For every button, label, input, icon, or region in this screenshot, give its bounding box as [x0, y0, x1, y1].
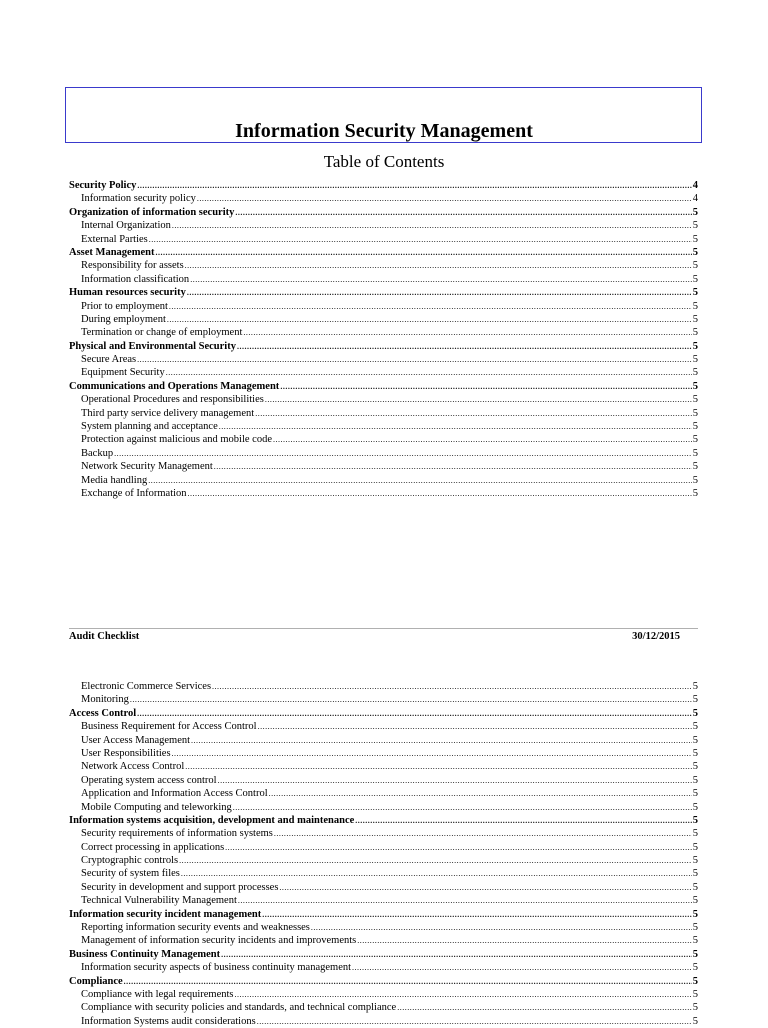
toc-subsection-link[interactable] — [69, 894, 698, 907]
toc-leader-dots — [238, 894, 692, 907]
toc-page-number: 5 — [692, 1002, 698, 1014]
toc-subsection-link[interactable] — [69, 353, 698, 366]
toc-entry-title: Third party service delivery management — [81, 407, 255, 419]
toc-subsection-link[interactable] — [69, 393, 698, 406]
toc-entry-title: Information security aspects of business continuity management — [81, 962, 352, 974]
toc-page-number: 5 — [692, 461, 698, 473]
toc-entry-title: Protection against malicious and mobile code — [81, 434, 272, 446]
toc-section-link[interactable] — [69, 908, 698, 921]
toc-page-number: 5 — [692, 681, 698, 692]
toc-entry-title: Network Access Control — [81, 761, 185, 773]
toc-section-link[interactable] — [69, 380, 698, 393]
toc-subsection-link[interactable] — [69, 447, 698, 460]
toc-list-page1 — [69, 179, 698, 500]
toc-subsection-link[interactable] — [69, 433, 698, 446]
toc-leader-dots — [255, 407, 692, 420]
toc-subsection-link[interactable] — [69, 219, 698, 232]
toc-entry-title: Compliance — [69, 975, 123, 987]
toc-entry-title: Network Security Management — [81, 461, 213, 473]
toc-subsection-link[interactable] — [69, 854, 698, 867]
toc-leader-dots — [148, 474, 692, 487]
toc-page-number: 5 — [692, 948, 698, 960]
toc-page-number: 5 — [692, 394, 698, 406]
toc-subsection-link[interactable] — [69, 192, 698, 205]
toc-subsection-link[interactable] — [69, 1001, 698, 1014]
toc-subsection-link[interactable] — [69, 300, 698, 313]
toc-entry-title: Security Policy — [69, 180, 137, 191]
toc-subsection-link[interactable] — [69, 760, 698, 773]
toc-subsection-link[interactable] — [69, 988, 698, 1001]
toc-leader-dots — [114, 447, 692, 460]
toc-subsection-link[interactable] — [69, 921, 698, 934]
toc-page-number: 5 — [692, 487, 698, 499]
toc-page-number: 4 — [692, 180, 698, 191]
toc-entry-title: Management of information security incidents and improvements — [81, 935, 357, 947]
toc-entry-title: Electronic Commerce Services — [81, 681, 212, 692]
toc-leader-dots — [137, 179, 691, 192]
toc-leader-dots — [233, 801, 692, 814]
toc-page-number: 5 — [692, 246, 698, 258]
toc-leader-dots — [225, 841, 692, 854]
toc-entry-title: Operational Procedures and responsibilities — [81, 394, 264, 406]
toc-page-number: 5 — [692, 220, 698, 232]
toc-page-number: 5 — [692, 707, 698, 719]
toc-leader-dots — [262, 908, 692, 921]
toc-leader-dots — [188, 487, 692, 500]
toc-subsection-link[interactable] — [69, 774, 698, 787]
toc-subsection-link[interactable] — [69, 460, 698, 473]
footer-label: Audit Checklist — [69, 631, 140, 642]
toc-section-link[interactable] — [69, 340, 698, 353]
toc-leader-dots — [155, 246, 691, 259]
toc-subsection-link[interactable] — [69, 827, 698, 840]
toc-subsection-link[interactable] — [69, 693, 698, 706]
toc-page-number: 5 — [692, 922, 698, 934]
toc-entry-title: External Parties — [81, 233, 148, 245]
toc-subsection-link[interactable] — [69, 273, 698, 286]
toc-subsection-link[interactable] — [69, 680, 698, 693]
toc-leader-dots — [149, 233, 692, 246]
toc-page-number: 5 — [692, 407, 698, 419]
toc-entry-title: Correct processing in applications — [81, 841, 225, 853]
toc-entry-title: Compliance with security policies and standards, and technical compliance — [81, 1002, 397, 1014]
toc-subsection-link[interactable] — [69, 487, 698, 500]
toc-entry-title: Organization of information security — [69, 206, 235, 218]
toc-leader-dots — [179, 854, 692, 867]
toc-leader-dots — [218, 774, 692, 787]
toc-leader-dots — [311, 921, 692, 934]
toc-entry-title: Internal Organization — [81, 220, 171, 232]
toc-entry-title: Cryptographic controls — [81, 855, 179, 867]
toc-subsection-link[interactable] — [69, 233, 698, 246]
toc-leader-dots — [269, 787, 692, 800]
toc-entry-title: Equipment Security — [81, 367, 165, 379]
toc-leader-dots — [357, 934, 691, 947]
toc-page-number: 5 — [692, 340, 698, 352]
toc-subsection-link[interactable] — [69, 734, 698, 747]
toc-page-number: 5 — [692, 327, 698, 339]
toc-page-number: 5 — [692, 1015, 698, 1027]
toc-leader-dots — [280, 380, 691, 393]
toc-page-number: 5 — [692, 828, 698, 840]
toc-page-number: 5 — [692, 908, 698, 920]
footer-date: 30/12/2015 — [632, 631, 680, 642]
toc-page-number: 5 — [692, 935, 698, 947]
toc-leader-dots — [172, 747, 692, 760]
toc-leader-dots — [137, 707, 692, 720]
toc-leader-dots — [212, 680, 692, 693]
toc-page-number: 5 — [692, 734, 698, 746]
toc-leader-dots — [355, 814, 691, 827]
toc-leader-dots — [197, 192, 692, 205]
toc-subsection-link[interactable] — [69, 420, 698, 433]
toc-page-number: 5 — [692, 367, 698, 379]
toc-entry-title: Information classification — [81, 273, 190, 285]
toc-entry-title: Communications and Operations Management — [69, 380, 280, 392]
toc-leader-dots — [185, 760, 692, 773]
toc-leader-dots — [190, 273, 692, 286]
toc-subsection-link[interactable] — [69, 787, 698, 800]
toc-leader-dots — [352, 961, 692, 974]
toc-entry-title: User Access Management — [81, 734, 191, 746]
toc-leader-dots — [169, 300, 692, 313]
toc-page-number: 5 — [692, 895, 698, 907]
toc-page-number: 5 — [692, 421, 698, 433]
toc-subsection-link[interactable] — [69, 881, 698, 894]
toc-page-number: 5 — [692, 814, 698, 826]
toc-page-number: 5 — [692, 434, 698, 446]
toc-entry-title: Security in development and support processes — [81, 881, 279, 893]
toc-subsection-link[interactable] — [69, 474, 698, 487]
toc-page-number: 5 — [692, 747, 698, 759]
toc-entry-title: Business Continuity Management — [69, 948, 221, 960]
toc-page-number: 5 — [692, 774, 698, 786]
toc-leader-dots — [235, 206, 691, 219]
toc-entry-title: Reporting information security events and weaknesses — [81, 922, 310, 934]
toc-page-number: 5 — [692, 694, 698, 706]
toc-subsection-link[interactable] — [69, 961, 698, 974]
toc-entry-title: Secure Areas — [81, 354, 137, 366]
toc-leader-dots — [130, 693, 692, 706]
toc-section-link[interactable] — [69, 948, 698, 961]
toc-entry-title: Media handling — [81, 474, 148, 486]
toc-leader-dots — [219, 420, 692, 433]
toc-page-number: 5 — [692, 988, 698, 1000]
toc-entry-title: Access Control — [69, 707, 137, 719]
toc-page-number: 5 — [692, 868, 698, 880]
toc-entry-title: Mobile Computing and teleworking — [81, 801, 232, 813]
toc-leader-dots — [273, 433, 692, 446]
toc-subsection-link[interactable] — [69, 801, 698, 814]
toc-page-number: 5 — [692, 855, 698, 867]
toc-subsection-link[interactable] — [69, 934, 698, 947]
toc-page-number: 5 — [692, 881, 698, 893]
toc-entry-title: User Responsibilities — [81, 747, 171, 759]
toc-entry-title: Responsibility for assets — [81, 260, 184, 272]
toc-entry-title: Backup — [81, 447, 114, 459]
toc-section-link[interactable] — [69, 179, 698, 192]
toc-page-number: 5 — [692, 962, 698, 974]
toc-subsection-link[interactable] — [69, 407, 698, 420]
toc-page-number: 5 — [692, 273, 698, 285]
toc-page-number: 5 — [692, 206, 698, 218]
footer-divider — [69, 628, 698, 629]
toc-section-link[interactable] — [69, 246, 698, 259]
toc-entry-title: Security requirements of information systems — [81, 828, 273, 840]
toc-heading: Table of Contents — [323, 152, 445, 171]
toc-leader-dots — [124, 975, 692, 988]
toc-entry-title: Asset Management — [69, 246, 155, 258]
toc-entry-title: Termination or change of employment — [81, 327, 243, 339]
toc-section-link[interactable] — [69, 286, 698, 299]
toc-leader-dots — [221, 948, 692, 961]
toc-subsection-link[interactable] — [69, 313, 698, 326]
toc-page-number: 5 — [692, 313, 698, 325]
toc-leader-dots — [237, 340, 692, 353]
toc-leader-dots — [214, 460, 692, 473]
toc-leader-dots — [258, 720, 692, 733]
toc-leader-dots — [257, 1015, 692, 1028]
toc-subsection-link[interactable] — [69, 1015, 698, 1028]
toc-entry-title: During employment — [81, 313, 166, 325]
toc-leader-dots — [172, 219, 692, 232]
toc-leader-dots — [137, 353, 692, 366]
toc-subsection-link[interactable] — [69, 326, 698, 339]
toc-entry-title: Prior to employment — [81, 300, 168, 312]
toc-leader-dots — [167, 313, 692, 326]
toc-entry-title: System planning and acceptance — [81, 421, 218, 433]
toc-list-page2 — [69, 680, 698, 1028]
toc-leader-dots — [243, 326, 691, 339]
toc-subsection-link[interactable] — [69, 720, 698, 733]
toc-page-number: 5 — [692, 788, 698, 800]
toc-entry-title: Compliance with legal requirements — [81, 988, 234, 1000]
toc-entry-title: Exchange of Information — [81, 487, 187, 499]
toc-section-link[interactable] — [69, 814, 698, 827]
toc-page-number: 4 — [692, 193, 698, 205]
toc-section-link[interactable] — [69, 707, 698, 720]
toc-entry-title: Security of system files — [81, 868, 180, 880]
toc-leader-dots — [279, 881, 691, 894]
toc-page-number: 5 — [692, 300, 698, 312]
toc-leader-dots — [265, 393, 692, 406]
toc-subsection-link[interactable] — [69, 867, 698, 880]
toc-page-number: 5 — [692, 287, 698, 299]
toc-leader-dots — [274, 827, 692, 840]
toc-leader-dots — [397, 1001, 692, 1014]
toc-page-number: 5 — [692, 447, 698, 459]
toc-entry-title: Operating system access control — [81, 774, 217, 786]
toc-entry-title: Business Requirement for Access Control — [81, 721, 257, 733]
toc-subsection-link[interactable] — [69, 747, 698, 760]
toc-leader-dots — [181, 867, 692, 880]
toc-subsection-link[interactable] — [69, 841, 698, 854]
toc-page-number: 5 — [692, 721, 698, 733]
toc-entry-title: Human resources security — [69, 287, 186, 299]
document-title: Information Security Management — [235, 120, 533, 142]
toc-entry-title: Application and Information Access Control — [81, 788, 268, 800]
toc-subsection-link[interactable] — [69, 366, 698, 379]
toc-page-number: 5 — [692, 975, 698, 987]
toc-section-link[interactable] — [69, 975, 698, 988]
toc-page-number: 5 — [692, 474, 698, 486]
toc-leader-dots — [187, 286, 692, 299]
toc-page-number: 5 — [692, 841, 698, 853]
toc-page-number: 5 — [692, 260, 698, 272]
toc-leader-dots — [185, 259, 692, 272]
toc-leader-dots — [235, 988, 692, 1001]
toc-subsection-link[interactable] — [69, 259, 698, 272]
toc-leader-dots — [191, 734, 692, 747]
toc-entry-title: Information security incident management — [69, 908, 262, 920]
toc-entry-title: Information security policy — [81, 193, 196, 205]
toc-page-number: 5 — [692, 380, 698, 392]
toc-entry-title: Information systems acquisition, development and maintenance — [69, 814, 355, 826]
toc-page-number: 5 — [692, 761, 698, 773]
toc-entry-title: Physical and Environmental Security — [69, 340, 236, 352]
toc-entry-title: Technical Vulnerability Management — [81, 895, 237, 907]
toc-leader-dots — [166, 366, 692, 379]
toc-entry-title: Information Systems audit considerations — [81, 1015, 256, 1027]
toc-page-number: 5 — [692, 354, 698, 366]
toc-page-number: 5 — [692, 233, 698, 245]
toc-page-number: 5 — [692, 801, 698, 813]
toc-entry-title: Monitoring — [81, 694, 129, 706]
toc-section-link[interactable] — [69, 206, 698, 219]
